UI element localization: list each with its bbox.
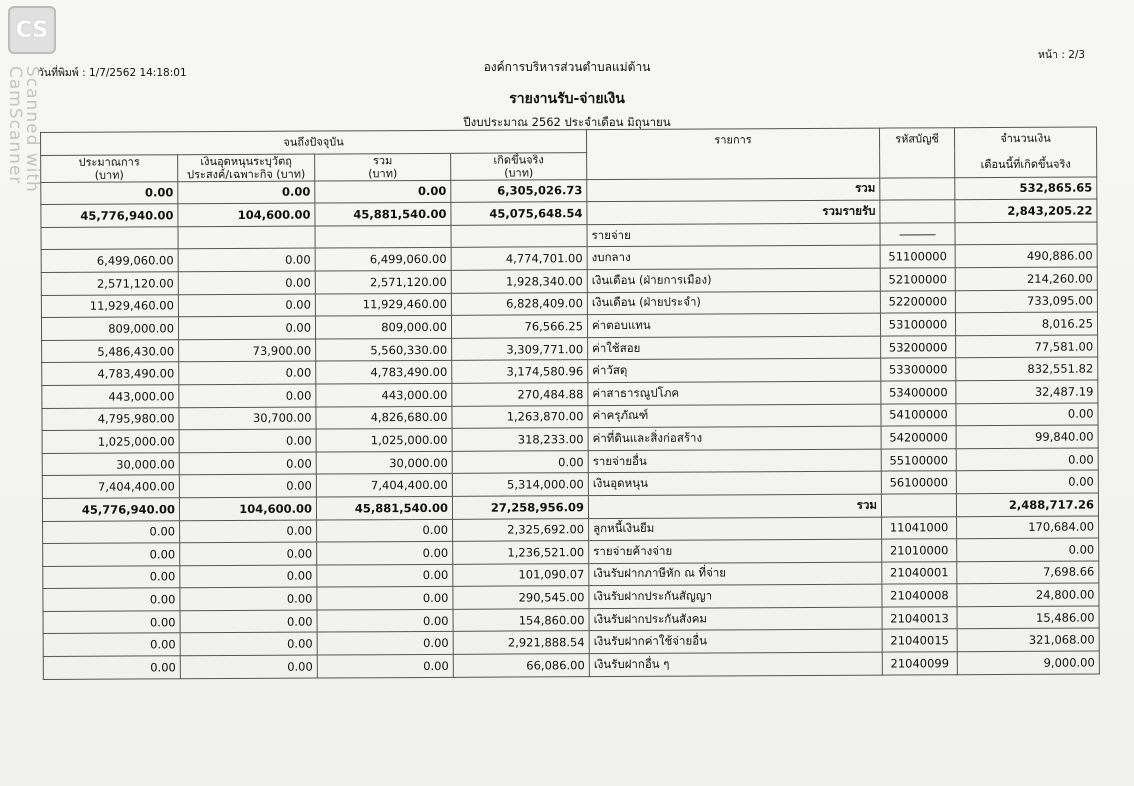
print-date: วันที่พิมพ์ : 1/7/2562 14:18:01 <box>38 67 187 79</box>
cell-actual: 66,086.00 <box>453 654 589 677</box>
cell-item: ลูกหนี้เงินยืม <box>589 517 882 541</box>
header-month-amount: จำนวนเงิน เดือนนี้ที่เกิดขึ้นจริง <box>954 127 1096 177</box>
report-rows <box>41 177 1100 680</box>
cell-subsidy: 0.00 <box>178 181 315 204</box>
cell-item: รายจ่ายอื่น <box>588 449 881 473</box>
cell-actual: 3,309,771.00 <box>452 337 588 360</box>
cell-month-amount: 77,581.00 <box>956 335 1098 358</box>
cell-total: 45,881,540.00 <box>316 496 452 519</box>
camscanner-logo-text: CS <box>15 17 49 43</box>
cell-total: 809,000.00 <box>315 316 451 339</box>
cell-total: 0.00 <box>317 632 453 655</box>
cell-actual: 4,774,701.00 <box>451 247 587 270</box>
report-subtitle: ปีงบประมาณ 2562 ประจำเดือน มิถุนายน <box>463 115 671 129</box>
cell-month-amount: 2,488,717.26 <box>956 493 1098 516</box>
cell-subsidy: 0.00 <box>180 655 317 678</box>
cell-account-code: 53200000 <box>881 335 956 358</box>
cell-account-code <box>880 200 955 223</box>
cell-account-code: 52200000 <box>880 290 955 313</box>
cell-item: เงินรับฝากค่าใช้จ่ายอื่น <box>589 630 882 654</box>
cell-account-code: 53100000 <box>880 313 955 336</box>
header-subsidy: เงินอุดหนุนระบุวัตถุ ประสงค์/เฉพาะกิจ (บาท) <box>178 154 315 182</box>
cell-account-code: 11041000 <box>882 516 957 539</box>
cell-actual: 0.00 <box>452 450 588 473</box>
cell-total: 0.00 <box>317 609 453 632</box>
cell-budget: 0.00 <box>41 181 178 204</box>
cell-subsidy: 0.00 <box>179 429 316 452</box>
cell-subsidy: 0.00 <box>179 361 316 384</box>
cell-actual: 45,075,648.54 <box>451 202 587 225</box>
cell-account-code <box>881 494 956 517</box>
cell-subsidy: 0.00 <box>180 520 317 543</box>
cell-actual: 27,258,956.09 <box>452 496 588 519</box>
cell-actual: 290,545.00 <box>453 586 589 609</box>
cell-item: ค่าที่ดินและสิ่งก่อสร้าง <box>588 426 881 450</box>
cell-budget: 0.00 <box>43 633 180 656</box>
cell-account-code: 21040008 <box>882 584 957 607</box>
cell-actual: 3,174,580.96 <box>452 360 588 383</box>
cell-subsidy: 30,700.00 <box>179 407 316 430</box>
cell-month-amount: 0.00 <box>956 470 1098 493</box>
header-to-date: จนถึงปัจจุบัน <box>41 130 587 155</box>
cell-account-code: 56100000 <box>881 471 956 494</box>
cell-month-amount: 0.00 <box>956 448 1098 471</box>
cell-subsidy: 73,900.00 <box>179 339 316 362</box>
cell-budget <box>41 227 178 250</box>
placeholder-dash <box>900 234 936 235</box>
cell-budget: 30,000.00 <box>42 452 179 475</box>
cell-month-amount: 32,487.19 <box>956 380 1098 403</box>
cell-item: ค่าสาธารณูปโภค <box>588 381 881 405</box>
cell-item: เงินรับฝากภาษีหัก ณ ที่จ่าย <box>589 562 882 586</box>
cell-account-code <box>880 222 955 245</box>
cell-subsidy: 0.00 <box>180 610 317 633</box>
cell-total: 0.00 <box>317 564 453 587</box>
cell-total: 5,560,330.00 <box>316 338 452 361</box>
header-budget: ประมาณการ (บาท) <box>41 154 178 182</box>
cell-account-code: 21040001 <box>882 561 957 584</box>
header-item: รายการ <box>586 128 879 179</box>
cell-account-code: 51100000 <box>880 245 955 268</box>
table-row <box>43 651 1099 679</box>
cell-subsidy: 0.00 <box>180 542 317 565</box>
cell-subsidy: 0.00 <box>180 587 317 610</box>
cell-account-code: 21040015 <box>882 629 957 652</box>
cell-total: 11,929,460.00 <box>315 293 451 316</box>
cell-total: 0.00 <box>317 587 453 610</box>
cell-month-amount: 24,800.00 <box>957 583 1099 606</box>
cell-actual: 6,828,409.00 <box>451 292 587 315</box>
header-actual: เกิดขึ้นจริง (บาท) <box>451 152 587 180</box>
cell-subsidy: 0.00 <box>178 294 315 317</box>
cell-account-code: 21010000 <box>882 539 957 562</box>
cell-budget: 0.00 <box>43 611 180 634</box>
cell-account-code: 54200000 <box>881 426 956 449</box>
cell-item: เงินอุดหนุน <box>588 471 881 495</box>
cell-actual: 318,233.00 <box>452 428 588 451</box>
cell-total: 45,881,540.00 <box>315 203 451 226</box>
cell-item: เงินรับฝากประกันสังคม <box>589 607 882 631</box>
cell-account-code: 55100000 <box>881 448 956 471</box>
cell-account-code: 53400000 <box>881 381 956 404</box>
cell-subsidy: 0.00 <box>180 633 317 656</box>
cell-budget: 0.00 <box>43 520 180 543</box>
cell-item: รวม <box>587 178 880 202</box>
cell-budget: 4,783,490.00 <box>42 362 179 385</box>
cell-account-code: 21040013 <box>882 607 957 630</box>
cell-item: ค่าตอบแทน <box>587 313 880 337</box>
cell-subsidy: 0.00 <box>178 248 315 271</box>
report-table <box>40 126 1100 679</box>
cell-month-amount: 170,684.00 <box>957 515 1099 538</box>
camscanner-watermark: Scanned with CamScanner <box>5 66 42 193</box>
cell-item: รายจ่ายค้างจ่าย <box>589 539 882 563</box>
header-account-code: รหัสบัญชี <box>879 128 954 178</box>
cell-item: ค่าครุภัณฑ์ <box>588 404 881 428</box>
cell-month-amount: 9,000.00 <box>957 651 1099 674</box>
cell-account-code: 21040099 <box>882 652 957 675</box>
cell-month-amount: 733,095.00 <box>955 290 1097 313</box>
cell-item: ค่าใช้สอย <box>588 336 881 360</box>
cell-month-amount: 0.00 <box>956 402 1098 425</box>
cell-actual: 76,566.25 <box>451 315 587 338</box>
cell-month-amount: 532,865.65 <box>955 177 1097 200</box>
cell-total: 1,025,000.00 <box>316 428 452 451</box>
cell-budget: 4,795,980.00 <box>42 407 179 430</box>
cell-budget: 0.00 <box>43 565 180 588</box>
cell-item: รวม <box>588 494 881 518</box>
cell-subsidy <box>178 226 315 249</box>
cell-account-code <box>880 177 955 200</box>
cell-item: เงินเดือน (ฝ่ายประจำ) <box>587 291 880 315</box>
cell-budget: 45,776,940.00 <box>41 204 178 227</box>
cell-subsidy: 0.00 <box>179 452 316 475</box>
cell-budget: 0.00 <box>43 656 180 679</box>
cell-budget: 6,499,060.00 <box>41 249 178 272</box>
cell-month-amount: 0.00 <box>957 538 1099 561</box>
camscanner-logo <box>8 6 56 54</box>
cell-actual: 101,090.07 <box>453 563 589 586</box>
report-title: รายงานรับ-จ่ายเงิน <box>509 91 625 107</box>
cell-item: เงินเดือน (ฝ่ายการเมือง) <box>587 268 880 292</box>
cell-account-code: 53300000 <box>881 358 956 381</box>
cell-budget: 5,486,430.00 <box>42 340 179 363</box>
cell-budget: 2,571,120.00 <box>41 272 178 295</box>
organization-name: องค์การบริหารส่วนตำบลแม่ต้าน <box>483 60 651 74</box>
cell-actual: 1,236,521.00 <box>453 541 589 564</box>
page-number: หน้า : 2/3 <box>1038 49 1086 61</box>
cell-total: 4,783,490.00 <box>316 361 452 384</box>
cell-subsidy: 0.00 <box>180 565 317 588</box>
cell-total: 0.00 <box>317 519 453 542</box>
cell-actual: 1,928,340.00 <box>451 270 587 293</box>
cell-total <box>315 225 451 248</box>
cell-item: งบกลาง <box>587 245 880 269</box>
cell-budget: 45,776,940.00 <box>42 498 179 521</box>
cell-actual: 2,325,692.00 <box>453 518 589 541</box>
cell-actual: 2,921,888.54 <box>453 631 589 654</box>
header-total: รวม (บาท) <box>315 153 451 181</box>
cell-total: 2,571,120.00 <box>315 270 451 293</box>
cell-total: 443,000.00 <box>316 383 452 406</box>
cell-budget: 0.00 <box>43 588 180 611</box>
cell-subsidy: 104,600.00 <box>178 203 315 226</box>
cell-month-amount: 490,886.00 <box>955 244 1097 267</box>
cell-subsidy: 0.00 <box>178 316 315 339</box>
cell-budget: 0.00 <box>43 543 180 566</box>
cell-month-amount: 99,840.00 <box>956 425 1098 448</box>
cell-actual: 6,305,026.73 <box>451 179 587 202</box>
cell-budget: 443,000.00 <box>42 385 179 408</box>
cell-month-amount: 7,698.66 <box>957 561 1099 584</box>
cell-budget: 7,404,400.00 <box>42 475 179 498</box>
cell-budget: 1,025,000.00 <box>42 430 179 453</box>
cell-total: 0.00 <box>317 541 453 564</box>
cell-subsidy: 0.00 <box>179 474 316 497</box>
cell-item: เงินรับฝากประกันสัญญา <box>589 584 882 608</box>
cell-account-code: 52100000 <box>880 268 955 291</box>
cell-item: รวมรายรับ <box>587 200 880 224</box>
cell-total: 0.00 <box>315 180 451 203</box>
cell-subsidy: 104,600.00 <box>179 497 316 520</box>
cell-month-amount: 8,016.25 <box>955 312 1097 335</box>
cell-month-amount: 832,551.82 <box>956 357 1098 380</box>
cell-budget: 11,929,460.00 <box>41 294 178 317</box>
cell-budget: 809,000.00 <box>41 317 178 340</box>
cell-subsidy: 0.00 <box>179 384 316 407</box>
cell-subsidy: 0.00 <box>178 271 315 294</box>
cell-total: 0.00 <box>317 654 453 677</box>
cell-month-amount: 2,843,205.22 <box>955 199 1097 222</box>
cell-actual: 270,484.88 <box>452 383 588 406</box>
cell-item: ค่าวัสดุ <box>588 358 881 382</box>
cell-actual: 154,860.00 <box>453 609 589 632</box>
cell-month-amount: 15,486.00 <box>957 606 1099 629</box>
cell-month-amount: 214,260.00 <box>955 267 1097 290</box>
cell-month-amount: 321,068.00 <box>957 628 1099 651</box>
cell-actual: 5,314,000.00 <box>452 473 588 496</box>
cell-month-amount <box>955 222 1097 245</box>
cell-total: 30,000.00 <box>316 451 452 474</box>
cell-total: 4,826,680.00 <box>316 406 452 429</box>
cell-item: รายจ่าย <box>587 223 880 247</box>
cell-total: 6,499,060.00 <box>315 248 451 271</box>
cell-actual: 1,263,870.00 <box>452 405 588 428</box>
cell-actual <box>451 224 587 247</box>
cell-item: เงินรับฝากอื่น ๆ <box>589 652 882 676</box>
cell-account-code: 54100000 <box>881 403 956 426</box>
cell-total: 7,404,400.00 <box>316 474 452 497</box>
